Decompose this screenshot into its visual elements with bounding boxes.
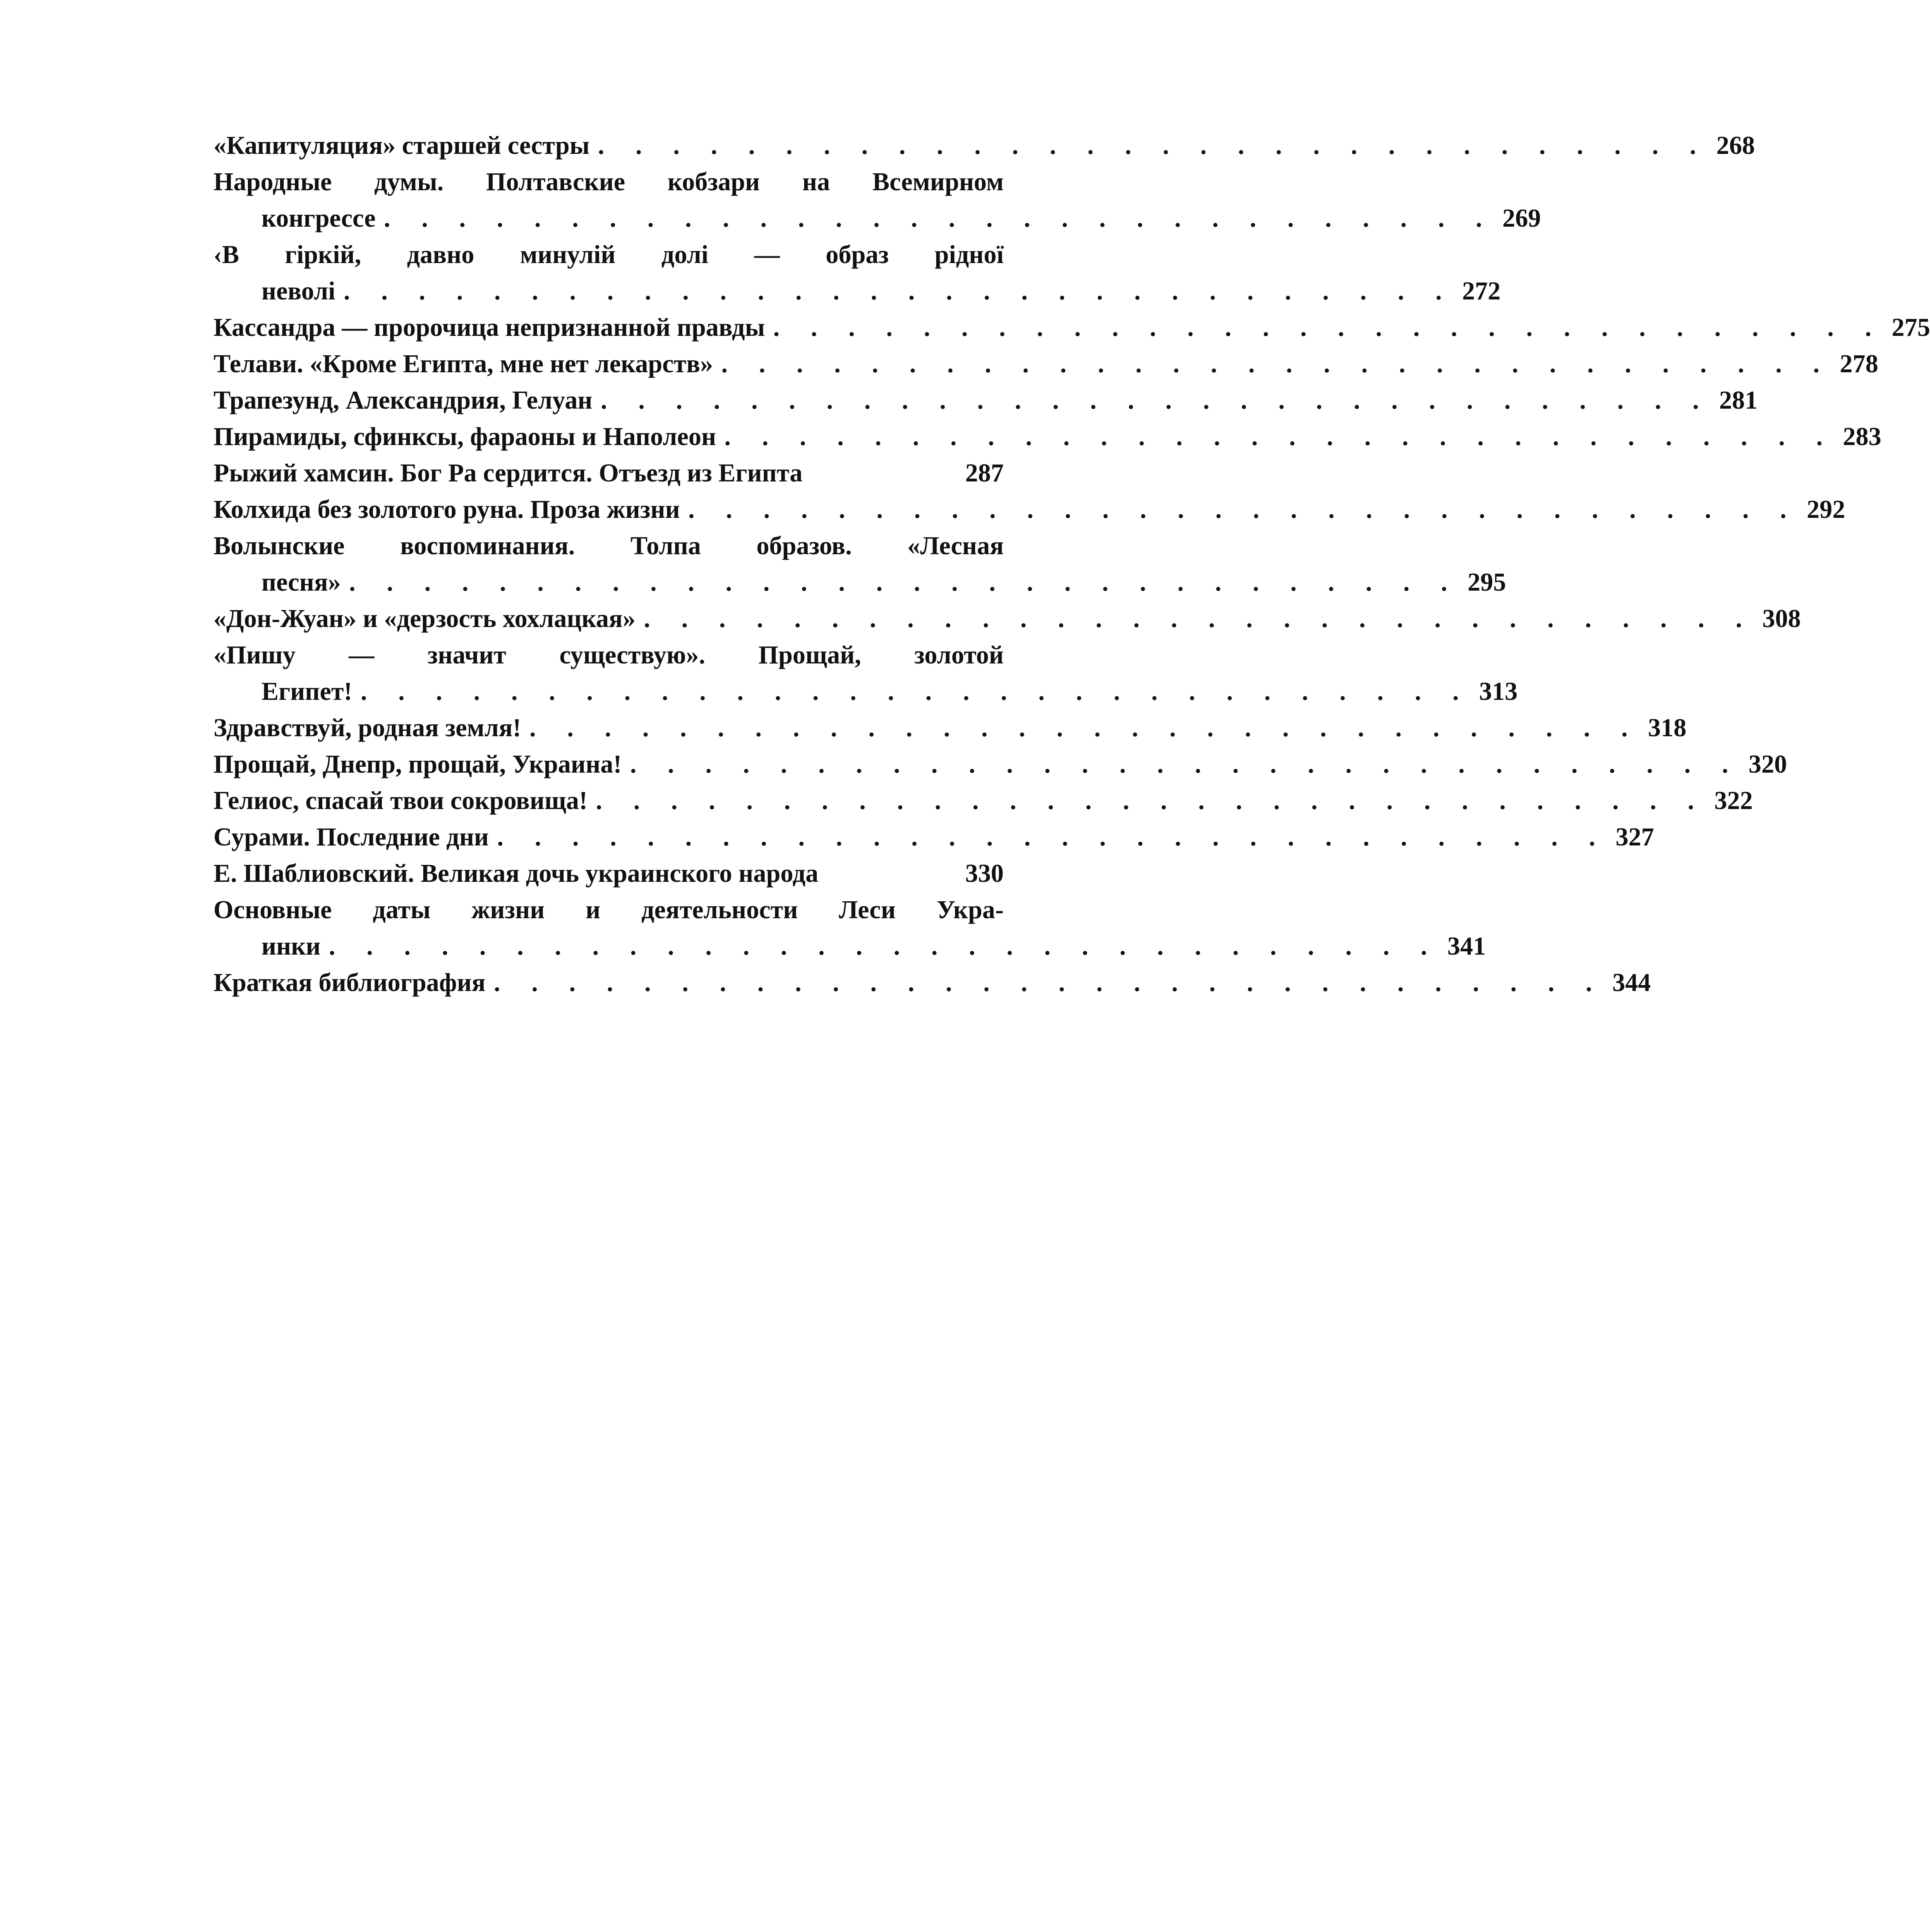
toc-entry-page: 313 [1479, 678, 1518, 706]
toc-entry-title: Волынские воспоминания. Толпа образов. «Лесная [213, 532, 1004, 560]
dot-leader: . . . . . . . . . . . . . . . . . . . . . . . . . . . . . . [630, 750, 1741, 778]
toc-entry [213, 819, 1654, 855]
toc-entry [213, 237, 1004, 273]
dot-leader: . . . . . . . . . . . . . . . . . . . . . . . . . . . . . . [600, 386, 1712, 414]
toc-entry [213, 965, 1651, 1001]
toc-entry [213, 346, 1878, 382]
toc-entry-title: песня» [261, 568, 341, 596]
dot-leader: . . . . . . . . . . . . . . . . . . . . . . . . . . . . . . [773, 314, 1884, 342]
toc-entry-title: «Дон-Жуан» и «дерзость хохлацкая» [213, 605, 636, 633]
toc-entry-page: 295 [1467, 568, 1506, 596]
toc-entry-page: 292 [1807, 496, 1846, 524]
toc-entry-continuation [213, 673, 1518, 710]
dot-leader: . . . . . . . . . . . . . . . . . . . . . . . . . . . . . . [349, 568, 1460, 596]
toc-entry [213, 855, 1004, 892]
toc-entry [213, 309, 1930, 346]
toc-entry [213, 892, 1004, 928]
toc-entry-title: ‹В гіркій, давно минулій долі — образ рідної [213, 241, 1004, 269]
toc-entry-page: 268 [1716, 132, 1755, 160]
toc-entry-page: 318 [1648, 714, 1687, 742]
toc-entry-title: Сурами. Последние дни [213, 823, 489, 851]
toc-entry [213, 637, 1004, 673]
toc-entry-title: Колхида без золотого руна. Проза жизни [213, 496, 680, 524]
dot-leader: . . . . . . . . . . . . . . . . . . . . . . . . . . . . . . [598, 132, 1709, 160]
toc-entry [213, 783, 1753, 819]
toc-entry-title: Краткая библиография [213, 969, 486, 997]
toc-entry-page: 344 [1612, 969, 1651, 997]
toc-entry-title: Прощай, Днепр, прощай, Украина! [213, 750, 622, 778]
toc-entry [213, 127, 1755, 164]
toc-entry-continuation [213, 564, 1506, 601]
toc-entry [213, 419, 1882, 455]
toc-entry-title: инки [261, 932, 321, 960]
dot-leader: . . . . . . . . . . . . . . . . . . . . . . . . . . . . . . [494, 969, 1605, 997]
dot-leader: . . . . . . . . . . . . . . . . . . . . . . . . . . . . . . [360, 678, 1472, 706]
toc-entry-page: 322 [1714, 787, 1753, 815]
toc-entry-page: 278 [1839, 350, 1878, 378]
dot-leader: . . . . . . . . . . . . . . . . . . . . . . . . . . . . . . [328, 932, 1440, 960]
toc-entry-continuation [213, 273, 1501, 309]
toc-entry-page: 272 [1462, 277, 1501, 305]
table-of-contents [213, 127, 1930, 1001]
toc-entry-page: 341 [1447, 932, 1486, 960]
toc-entry-title: Рыжий хамсин. Бог Ра сердится. Отъезд из Египта [213, 459, 803, 487]
toc-entry-page: 281 [1719, 386, 1758, 414]
toc-entry-continuation [213, 200, 1541, 237]
toc-entry-page: 330 [965, 859, 1004, 888]
toc-entry-title: «Пишу — значит существую». Прощай, золотой [213, 641, 1004, 669]
dot-leader: . . . . . . . . . . . . . . . . . . . . . . . . . . . . . . [596, 787, 1707, 815]
toc-entry-page: 320 [1748, 750, 1787, 778]
toc-entry-title: Е. Шаблиовский. Великая дочь украинского народа [213, 859, 818, 888]
dot-leader: . . . . . . . . . . . . . . . . . . . . . . . . . . . . . . [688, 496, 1799, 524]
toc-entry [213, 601, 1801, 637]
toc-entry-page: 287 [965, 459, 1004, 487]
toc-entry-title: конгрессе [261, 204, 376, 232]
dot-leader: . . . . . . . . . . . . . . . . . . . . . . . . . . . . . . [343, 277, 1454, 305]
toc-entry [213, 455, 1004, 491]
toc-entry-title: Здравствуй, родная земля! [213, 714, 521, 742]
toc-entry [213, 528, 1004, 564]
toc-entry-title: Основные даты жизни и деятельности Леси Укра- [213, 896, 1004, 924]
toc-entry-title: Трапезунд, Александрия, Гелуан [213, 386, 592, 414]
toc-entry-title: «Капитуляция» старшей сестры [213, 132, 590, 160]
toc-entry [213, 710, 1687, 746]
dot-leader: . . . . . . . . . . . . . . . . . . . . . . . . . . . . . . [529, 714, 1640, 742]
toc-entry-title: Кассандра — пророчица непризнанной правды [213, 314, 765, 342]
toc-entry [213, 164, 1004, 200]
toc-entry-title: Египет! [261, 678, 352, 706]
toc-entry [213, 491, 1846, 528]
toc-entry [213, 382, 1758, 419]
toc-entry-title: неволі [261, 277, 336, 305]
dot-leader: . . . . . . . . . . . . . . . . . . . . . . . . . . . . . . [384, 204, 1495, 232]
toc-entry-page: 283 [1843, 423, 1882, 451]
toc-entry-title: Телави. «Кроме Египта, мне нет лекарств» [213, 350, 713, 378]
toc-entry-continuation [213, 928, 1486, 965]
toc-entry-page: 308 [1762, 605, 1801, 633]
toc-entry-title: Народные думы. Полтавские кобзари на Всемирном [213, 168, 1004, 196]
toc-entry-page: 275 [1892, 314, 1930, 342]
dot-leader: . . . . . . . . . . . . . . . . . . . . . . . . . . . . . . [724, 423, 1835, 451]
toc-entry-page: 327 [1616, 823, 1654, 851]
dot-leader: . . . . . . . . . . . . . . . . . . . . . . . . . . . . . . [497, 823, 1608, 851]
toc-entry [213, 746, 1787, 783]
dot-leader: . . . . . . . . . . . . . . . . . . . . . . . . . . . . . . [721, 350, 1832, 378]
toc-entry-title: Гелиос, спасай твои сокровища! [213, 787, 588, 815]
toc-entry-page: 269 [1502, 204, 1541, 232]
dot-leader: . . . . . . . . . . . . . . . . . . . . . . . . . . . . . . [644, 605, 1755, 633]
toc-entry-title: Пирамиды, сфинксы, фараоны и Наполеон [213, 423, 716, 451]
